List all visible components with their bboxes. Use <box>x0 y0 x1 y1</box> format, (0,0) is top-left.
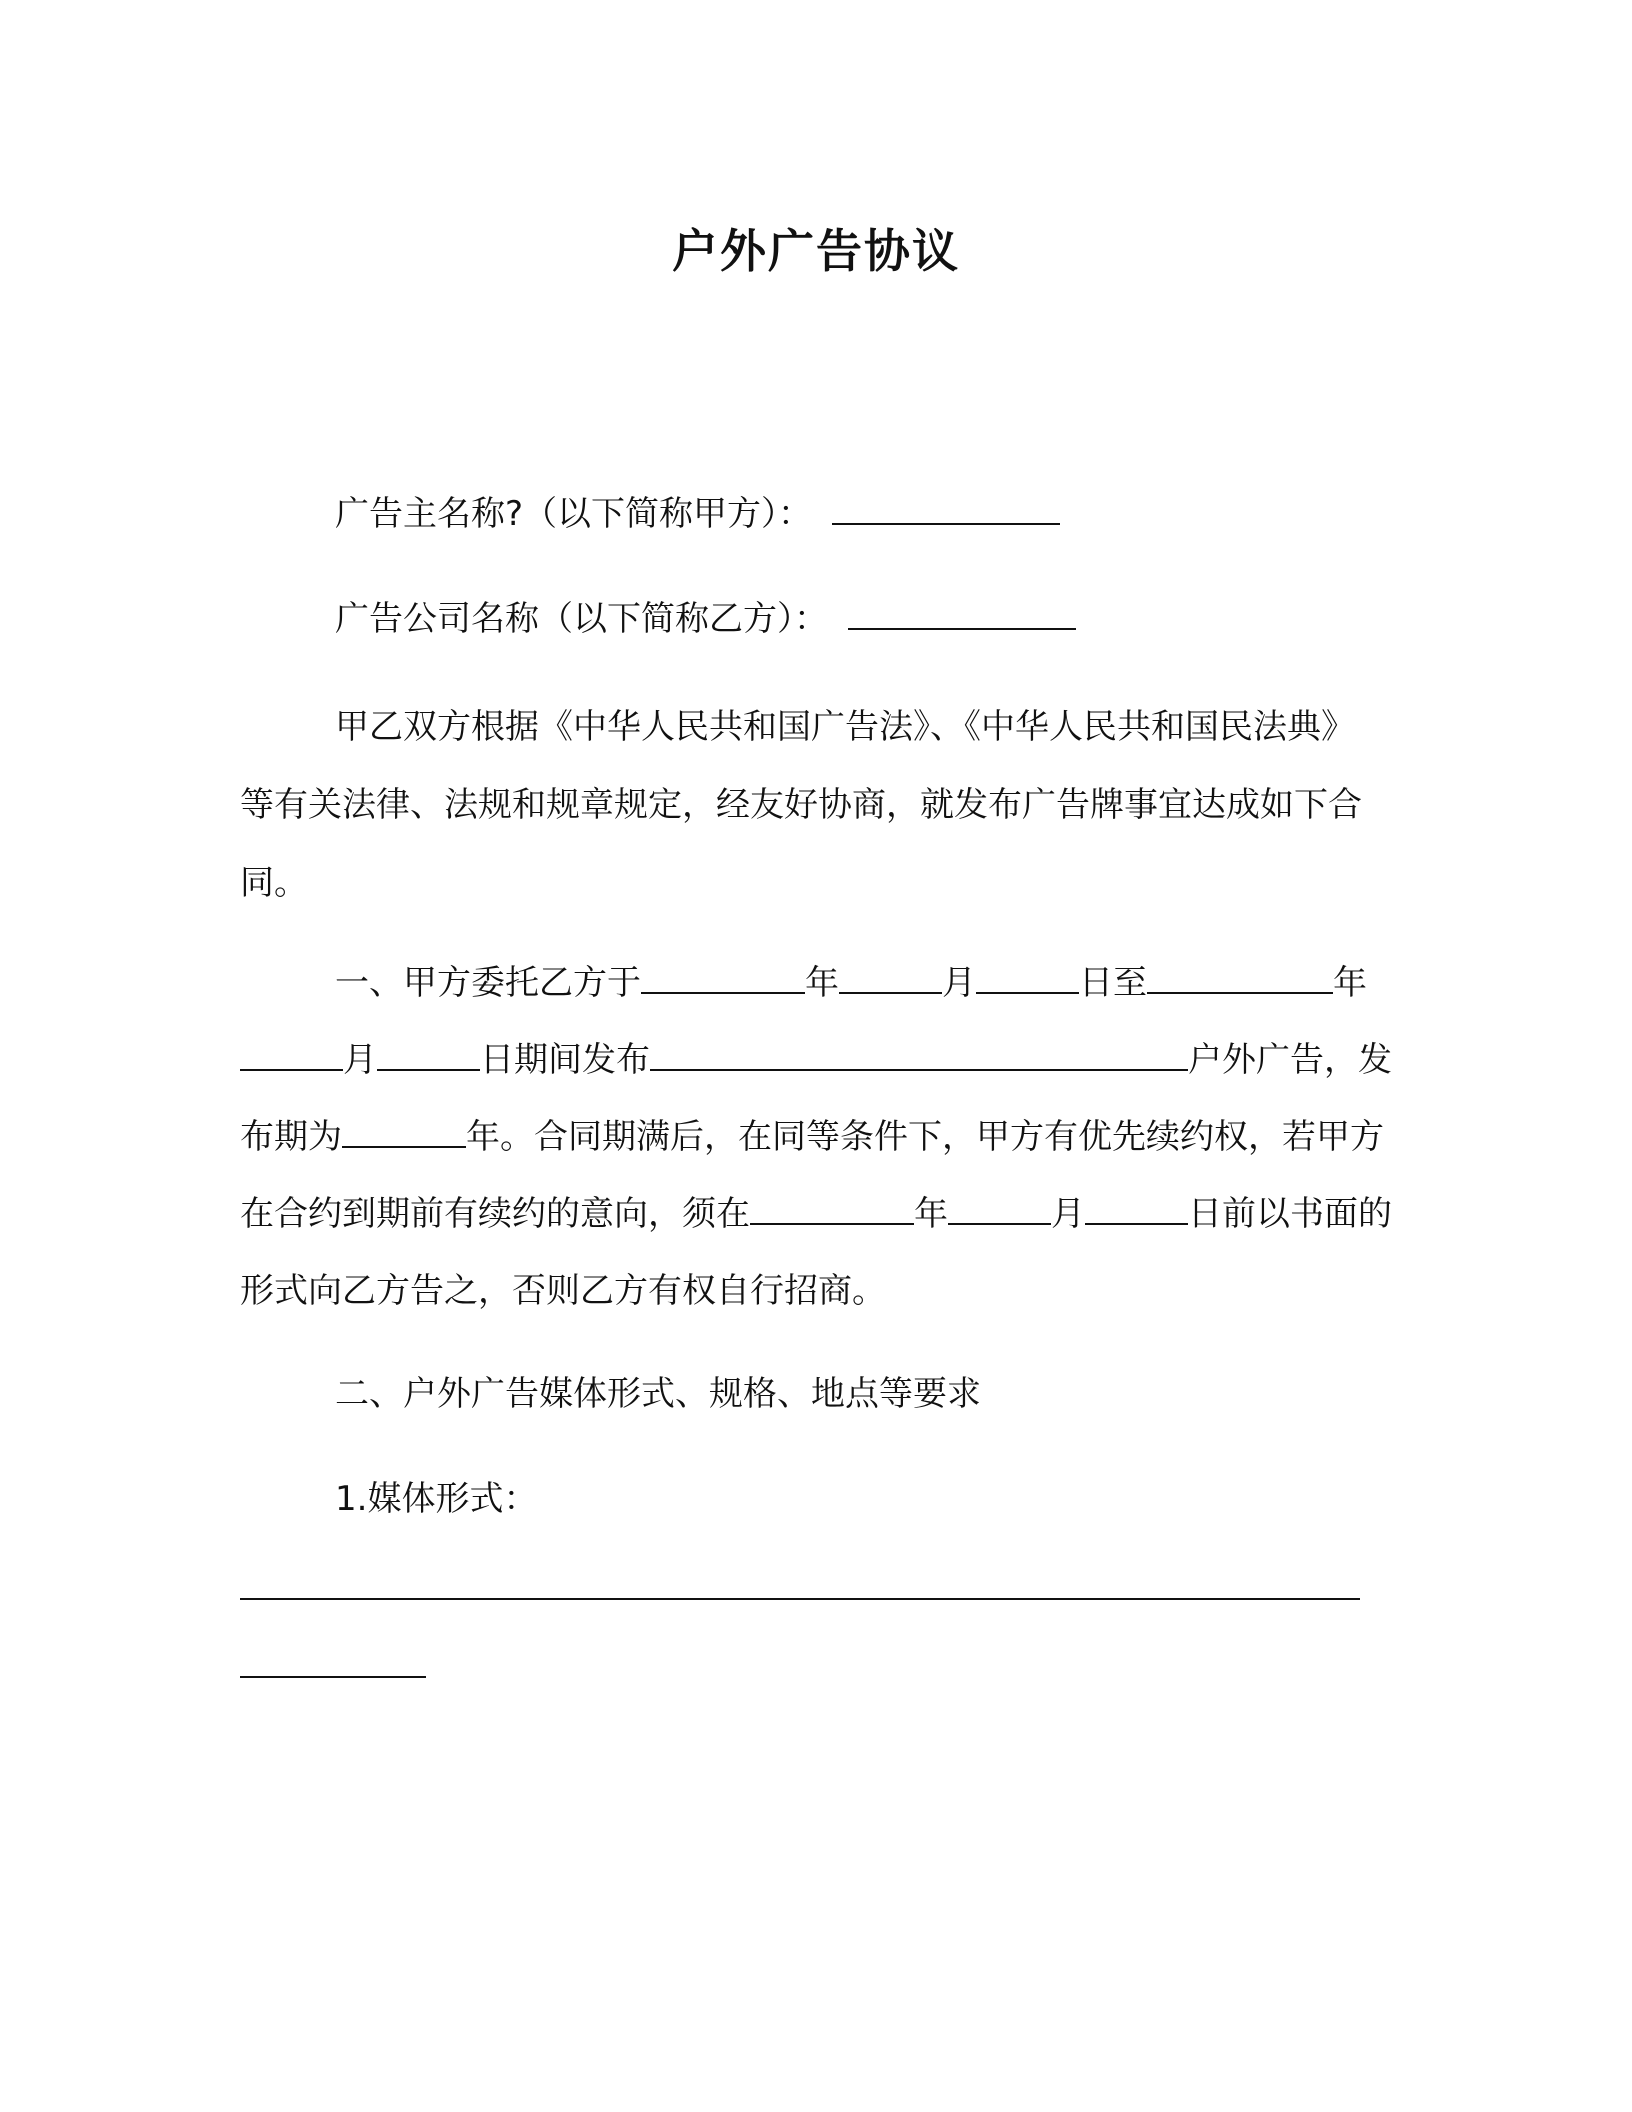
preamble-paragraph: 甲乙双方根据《中华人民共和国广告法》、《中华人民共和国民法典》等有关法律、法规和规章规定，经友好协商，就发布广告牌事宜达成如下合同。 <box>240 707 1362 903</box>
blank-ad-content <box>650 1039 1188 1071</box>
blank-month-3 <box>948 1193 1051 1225</box>
party-a-blank <box>832 493 1060 525</box>
blank-year-2a <box>1147 962 1333 994</box>
party-b-label: 广告公司名称（以下简称乙方）： <box>335 599 828 639</box>
party-a-line <box>240 475 1400 553</box>
blank-year-3 <box>750 1193 914 1225</box>
item-1-label: 1.媒体形式： <box>335 1479 538 1519</box>
party-b-line <box>240 580 1400 658</box>
clause-1-text-c: 户外广告，发布期为 <box>240 1040 1392 1157</box>
clause-1-text-a: 一、甲方委托乙方于 <box>335 963 641 1003</box>
blank-day-2 <box>377 1039 480 1071</box>
fill-line-2 <box>240 1676 426 1678</box>
blank-year-1 <box>641 962 805 994</box>
blank-period <box>342 1116 466 1148</box>
clause-2-heading: 二、户外广告媒体形式、规格、地点等要求 <box>335 1374 981 1414</box>
clause-1-month-2: 月 <box>343 1040 377 1080</box>
blank-day-3 <box>1085 1193 1188 1225</box>
clause-1-year-2: 年 <box>1333 963 1367 1003</box>
clause-1-paragraph <box>240 945 1410 1330</box>
blank-month-2 <box>240 1039 343 1071</box>
party-b-blank <box>848 598 1076 630</box>
clause-1-year-3: 年 <box>914 1194 948 1234</box>
clause-1-text-b: 日期间发布 <box>480 1040 650 1080</box>
document-title: 户外广告协议 <box>672 224 960 278</box>
fill-line-1 <box>240 1598 1360 1600</box>
clause-1-day-1: 日至 <box>1079 963 1147 1003</box>
clause-1-text-d: 年。合同期满后，在同等条件下，甲方有优先续约权，若甲方在合约到期前有续约的意向，须在 <box>240 1117 1384 1234</box>
party-a-label: 广告主名称?（以下简称甲方）： <box>335 494 813 534</box>
clause-1-text-e: 日前以书面的形式向乙方告之，否则乙方有权自行招商。 <box>240 1194 1392 1311</box>
clause-1-month-1: 月 <box>942 963 976 1003</box>
clause-1-month-3: 月 <box>1051 1194 1085 1234</box>
blank-month-1 <box>839 962 942 994</box>
clause-1-year-1: 年 <box>805 963 839 1003</box>
blank-day-1 <box>976 962 1079 994</box>
